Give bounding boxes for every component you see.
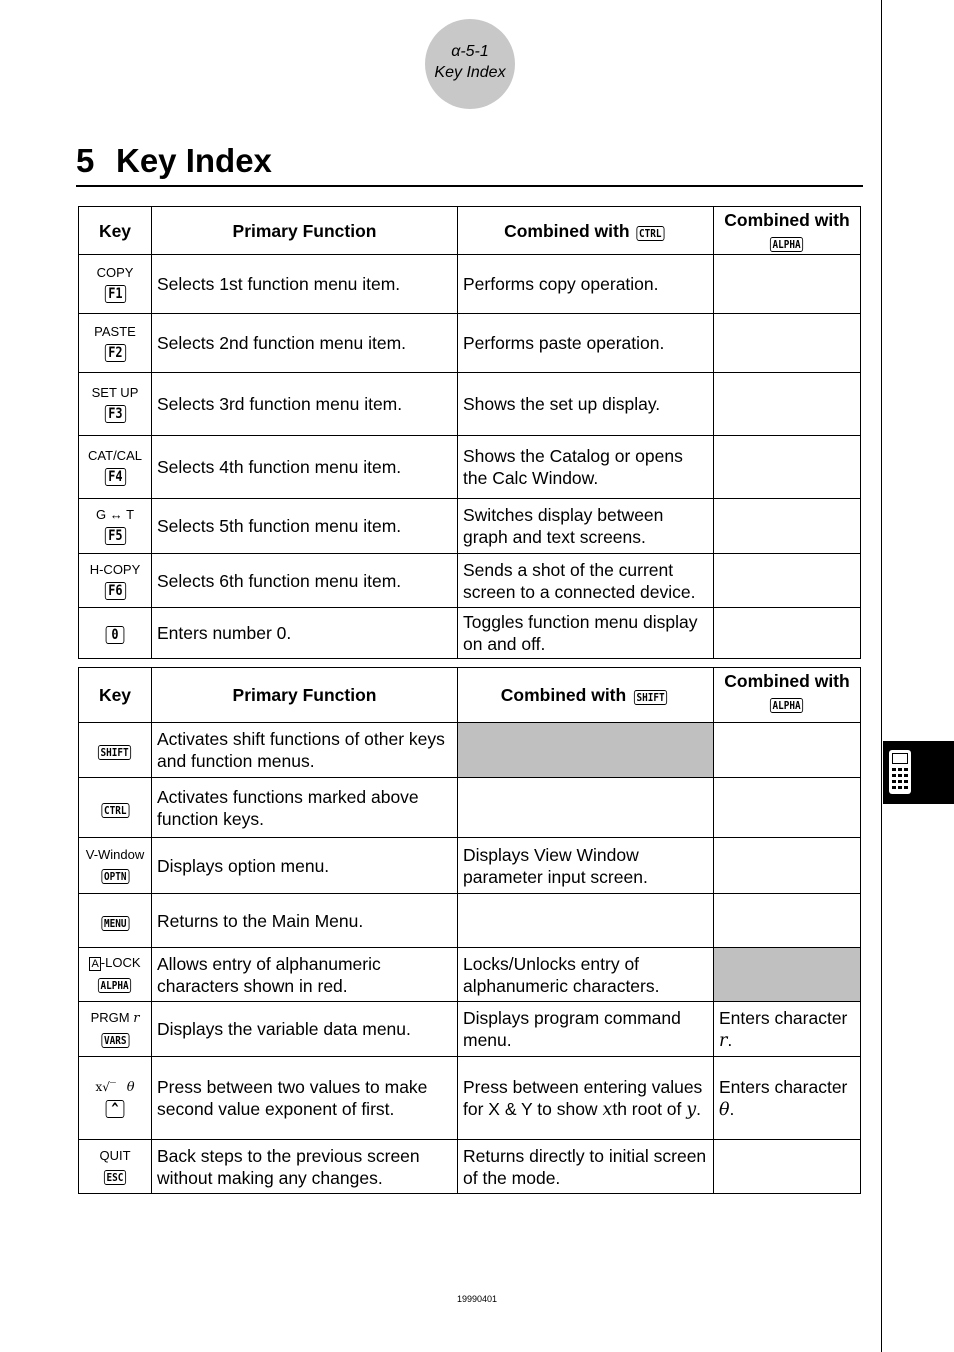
table-header-row [79, 207, 861, 255]
key-label [79, 955, 151, 972]
caret-key-icon: ^ [106, 1100, 125, 1118]
chapter-number: 5 [76, 142, 95, 179]
combined-cell: Locks/Unlocks entry of alphanumeric characters. [458, 948, 714, 1002]
table-header-row [79, 668, 861, 723]
vars-key-icon: VARS [101, 1033, 129, 1048]
alpha-var: r [719, 1030, 728, 1051]
ctrl-key-icon: CTRL [101, 803, 129, 818]
zero-key-icon: 0 [106, 626, 125, 644]
alpha-key-icon: ALPHA [770, 237, 803, 252]
alpha-key-icon: ALPHA [98, 978, 131, 993]
header-combined-text: Combined with [504, 220, 630, 241]
footer-code: 19990401 [456, 1294, 498, 1304]
y-var: y [686, 1099, 697, 1120]
shift-key-icon: SHIFT [634, 690, 667, 705]
f2-key-icon: F2 [104, 344, 125, 362]
key-label: COPY [96, 265, 134, 280]
header-combined-text: Combined with [500, 685, 627, 705]
primary-cell: Back steps to the previous screen without making any changes. [152, 1140, 458, 1194]
table-row [79, 373, 861, 436]
table-row [79, 436, 861, 499]
header-combined [458, 207, 714, 255]
table-row [79, 1002, 861, 1057]
key-label [79, 1010, 151, 1027]
header-primary: Primary Function [152, 668, 458, 723]
alpha-cell [714, 1057, 861, 1140]
key-cell [79, 554, 152, 608]
combined-cell: Displays View Window parameter input screen. [458, 838, 714, 894]
alpha-cell [714, 894, 861, 948]
alpha-text: Enters character [719, 1076, 848, 1097]
f3-key-icon: F3 [104, 405, 125, 423]
table-row [79, 723, 861, 778]
key-label: H-COPY [89, 561, 141, 577]
table-row [79, 778, 861, 838]
prgm-label: PRGM [90, 1009, 130, 1025]
combined-cell [458, 723, 714, 778]
shift-key-icon: SHIFT [98, 745, 131, 760]
primary-cell: Selects 5th function menu item. [152, 499, 458, 554]
table-row [79, 554, 861, 608]
key-table-shift [78, 667, 861, 1194]
alpha-cell [714, 608, 861, 659]
primary-cell: Press between two values to make second value exponent of first. [152, 1057, 458, 1140]
combined-text-c: . [696, 1098, 702, 1119]
alpha-cell [714, 499, 861, 554]
combined-cell: Shows the set up display. [458, 373, 714, 436]
alpha-cell [714, 314, 861, 373]
title-rule [76, 185, 863, 187]
alpha-suffix: . [727, 1029, 733, 1050]
header-alpha-text: Combined with [724, 210, 850, 230]
x-var: x [602, 1099, 613, 1120]
key-label: SET UP [91, 385, 139, 400]
key-cell [79, 838, 152, 894]
table-row [79, 838, 861, 894]
f4-key-icon: F4 [104, 468, 125, 486]
alpha-cell [714, 723, 861, 778]
header-primary: Primary Function [152, 207, 458, 255]
alpha-cell [714, 778, 861, 838]
primary-cell: Activates shift functions of other keys and function menus. [152, 723, 458, 778]
chapter-side-tab [883, 741, 954, 804]
alpha-var: θ [719, 1099, 730, 1120]
header-alpha-text: Combined with [724, 671, 850, 691]
key-cell [79, 1002, 152, 1057]
key-cell [79, 1140, 152, 1194]
table-row [79, 948, 861, 1002]
key-cell [79, 723, 152, 778]
key-label [79, 1079, 151, 1096]
key-cell [79, 499, 152, 554]
page-title [76, 142, 272, 180]
theta-var: θ [126, 1079, 135, 1095]
key-table-ctrl [78, 206, 861, 659]
key-label: CAT/CAL [88, 448, 142, 463]
alpha-cell [714, 554, 861, 608]
xroot-glyph: x√‾ [95, 1079, 116, 1094]
alpha-cell [714, 436, 861, 499]
header-alpha [714, 668, 861, 723]
alpha-cell [714, 255, 861, 314]
header-alpha [714, 207, 861, 255]
page-number: α-5-1 [451, 43, 489, 60]
key-cell [79, 894, 152, 948]
primary-cell: Selects 3rd function menu item. [152, 373, 458, 436]
alpha-key-icon: ALPHA [770, 698, 803, 713]
combined-cell: Switches display between graph and text screens. [458, 499, 714, 554]
key-label: PASTE [94, 324, 136, 339]
combined-cell [458, 894, 714, 948]
primary-cell: Returns to the Main Menu. [152, 894, 458, 948]
alpha-cell [714, 1002, 861, 1057]
key-cell [79, 436, 152, 499]
header-combined [458, 668, 714, 723]
primary-cell: Selects 4th function menu item. [152, 436, 458, 499]
key-label: G ↔ T [95, 507, 135, 522]
menu-key-icon: MENU [101, 916, 129, 931]
key-cell [79, 373, 152, 436]
primary-cell: Selects 1st function menu item. [152, 255, 458, 314]
header-key: Key [79, 207, 152, 255]
primary-cell: Displays the variable data menu. [152, 1002, 458, 1057]
optn-key-icon: OPTN [101, 869, 129, 884]
f5-key-icon: F5 [104, 527, 125, 545]
key-cell [79, 948, 152, 1002]
combined-text-b: th root of [612, 1098, 682, 1119]
key-cell [79, 314, 152, 373]
alpha-cell [714, 838, 861, 894]
key-label: V-Window [85, 846, 145, 862]
esc-key-icon: ESC [104, 1170, 126, 1185]
key-cell [79, 778, 152, 838]
primary-cell: Activates functions marked above function keys. [152, 778, 458, 838]
table-row [79, 1140, 861, 1194]
combined-cell: Performs paste operation. [458, 314, 714, 373]
alpha-cell [714, 948, 861, 1002]
primary-cell: Displays option menu. [152, 838, 458, 894]
f1-key-icon: F1 [104, 285, 125, 303]
ctrl-key-icon: CTRL [637, 226, 665, 241]
table-row [79, 499, 861, 554]
combined-cell: Toggles function menu display on and off. [458, 608, 714, 659]
page-edge-line [881, 0, 882, 1352]
combined-cell [458, 1057, 714, 1140]
combined-cell: Performs copy operation. [458, 255, 714, 314]
lock-label: -LOCK [100, 955, 141, 970]
combined-cell [458, 778, 714, 838]
primary-cell: Allows entry of alphanumeric characters shown in red. [152, 948, 458, 1002]
table-row [79, 314, 861, 373]
alpha-suffix: . [729, 1098, 735, 1119]
key-label: QUIT [99, 1147, 131, 1163]
alpha-text: Enters character [719, 1007, 848, 1028]
header-key: Key [79, 668, 152, 723]
combined-cell: Returns directly to initial screen of the mode. [458, 1140, 714, 1194]
alpha-cell [714, 1140, 861, 1194]
primary-cell: Selects 6th function menu item. [152, 554, 458, 608]
f6-key-icon: F6 [104, 582, 125, 600]
combined-cell: Shows the Catalog or opens the Calc Window. [458, 436, 714, 499]
chapter-title: Key Index [116, 142, 272, 179]
page-number-badge [425, 19, 515, 109]
primary-cell: Selects 2nd function menu item. [152, 314, 458, 373]
alpha-cell [714, 373, 861, 436]
combined-cell: Displays program command menu. [458, 1002, 714, 1057]
table-row [79, 255, 861, 314]
table-row [79, 1057, 861, 1140]
table-row [79, 894, 861, 948]
key-cell [79, 608, 152, 659]
table-row [79, 608, 861, 659]
combined-cell: Sends a shot of the current screen to a connected device. [458, 554, 714, 608]
calculator-icon [888, 749, 912, 795]
key-cell [79, 1057, 152, 1140]
primary-cell: Enters number 0. [152, 608, 458, 659]
r-var: r [133, 1010, 140, 1026]
key-cell [79, 255, 152, 314]
a-box-glyph: A [91, 958, 99, 970]
combined-text-a: Press between entering values for X & Y to show [463, 1076, 703, 1119]
page-section: Key Index [434, 64, 506, 81]
